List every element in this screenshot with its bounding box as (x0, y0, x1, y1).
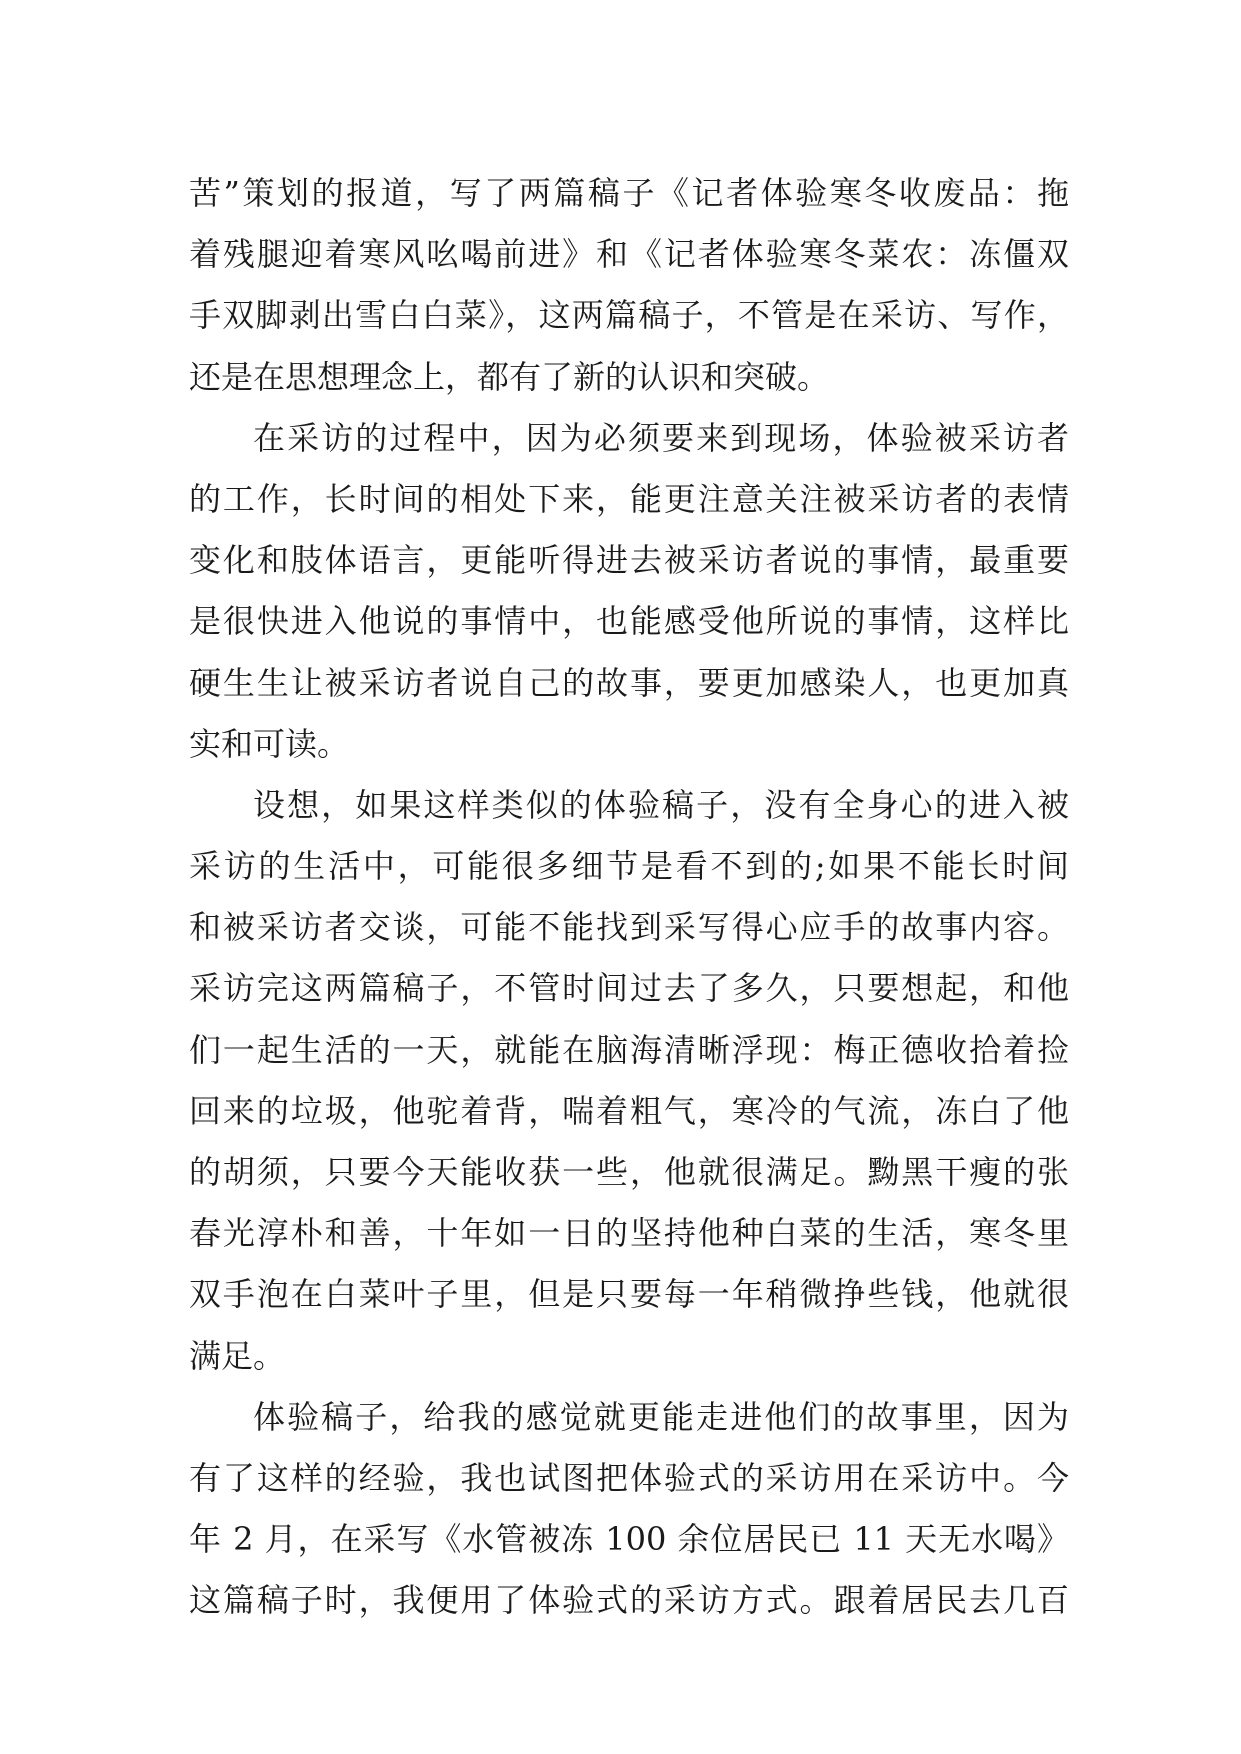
text-line: 还是在思想理念上，都有了新的认识和突破。 (189, 357, 830, 396)
text-line: 这篇稿子时，我便用了体验式的采访方式。跟着居民去几百 (189, 1581, 1069, 1620)
text-line: 有了这样的经验，我也试图把体验式的采访用在采访中。今 (189, 1458, 1069, 1497)
text-line: 实和可读。 (189, 724, 350, 763)
paragraph-start-line: 体验稿子，给我的感觉就更能走进他们的故事里，因为 (253, 1397, 1069, 1436)
text-line: 春光淳朴和善，十年如一日的坚持他种白菜的生活，寒冬里 (189, 1214, 1069, 1253)
text-line: 的工作，长时间的相处下来，能更注意关注被采访者的表情 (189, 479, 1069, 518)
text-line: 采访的生活中，可能很多细节是看不到的;如果不能长时间 (189, 847, 1069, 886)
text-line: 手双脚剥出雪白白菜》，这两篇稿子，不管是在采访、写作， (189, 296, 1069, 335)
text-line: 的胡须，只要今天能收获一些，他就很满足。黝黑干瘦的张 (189, 1153, 1069, 1191)
body-text (189, 163, 1069, 1632)
text-line: 苦”策划的报道，写了两篇稿子《记者体验寒冬收废品：拖 (189, 174, 1069, 212)
text-line: 回来的垃圾，他驼着背，喘着粗气，寒冷的气流，冻白了他 (189, 1091, 1069, 1130)
paragraph-start-line: 在采访的过程中，因为必须要来到现场，体验被采访者 (253, 418, 1069, 457)
text-line: 年 2 月，在采写《水管被冻 100 余位居民已 11 天无水喝》 (189, 1520, 1069, 1559)
text-line: 是很快进入他说的事情中，也能感受他所说的事情，这样比 (189, 602, 1069, 641)
text-line: 双手泡在白菜叶子里，但是只要每一年稍微挣些钱，他就很 (189, 1275, 1069, 1314)
text-line: 硬生生让被采访者说自己的故事，要更加感染人，也更加真 (189, 663, 1069, 702)
text-line: 满足。 (189, 1336, 286, 1375)
paragraph-start-line: 设想，如果这样类似的体验稿子，没有全身心的进入被 (253, 785, 1069, 824)
text-line: 和被采访者交谈，可能不能找到采写得心应手的故事内容。 (189, 908, 1069, 947)
text-line: 采访完这两篇稿子，不管时间过去了多久，只要想起，和他 (189, 969, 1069, 1008)
text-line: 着残腿迎着寒风吆喝前进》和《记者体验寒冬菜农：冻僵双 (189, 235, 1069, 274)
text-line: 变化和肢体语言，更能听得进去被采访者说的事情，最重要 (189, 541, 1069, 580)
text-line: 们一起生活的一天，就能在脑海清晰浮现：梅正德收拾着捡 (189, 1030, 1069, 1069)
